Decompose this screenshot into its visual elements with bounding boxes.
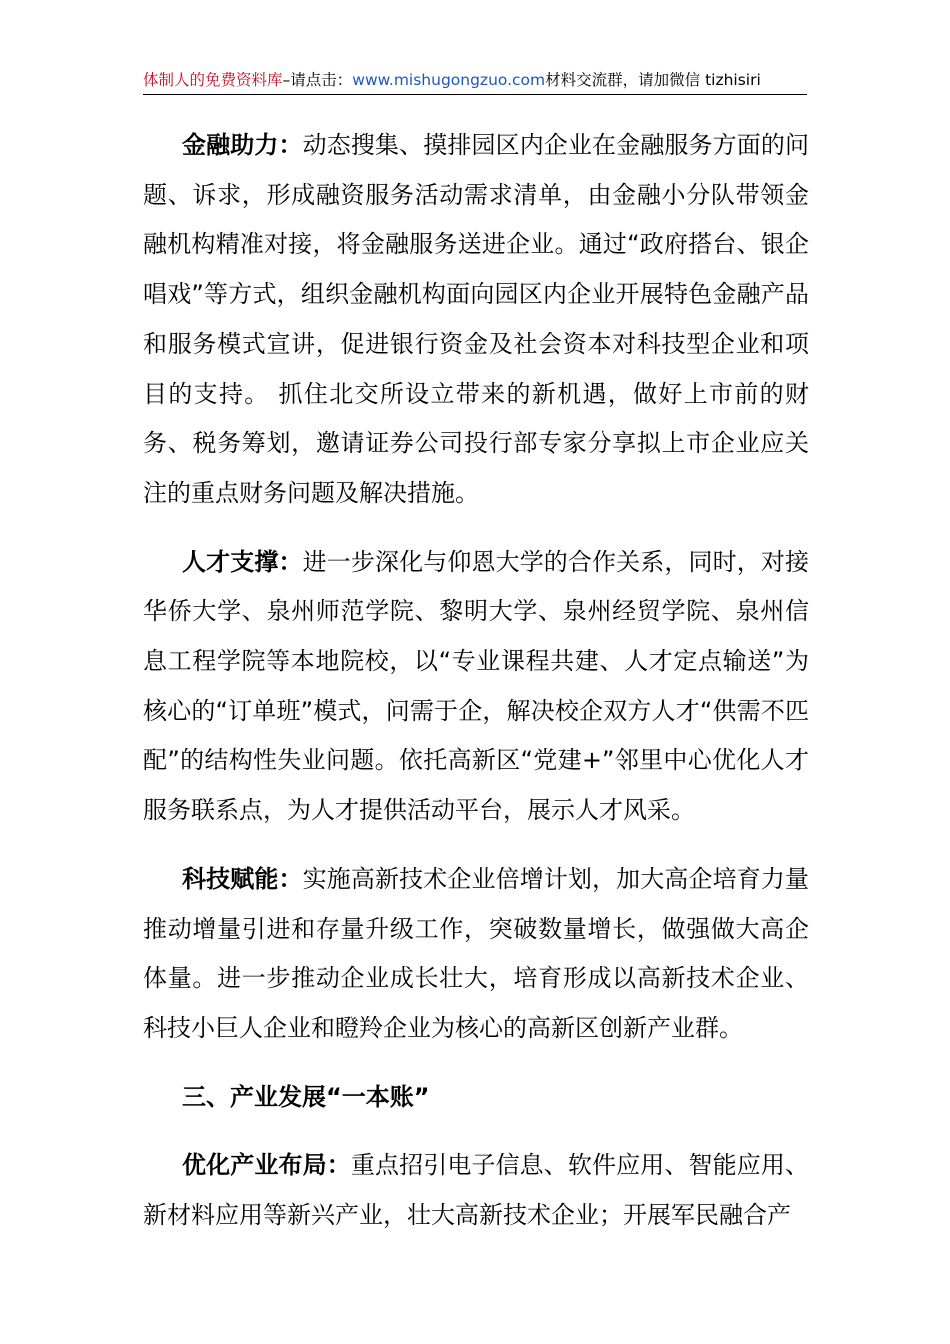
paragraph-technology — [143, 855, 809, 1054]
header-url-link[interactable]: www.mishugongzuo.com — [352, 71, 546, 89]
paragraph-talent — [143, 538, 809, 836]
paragraph-heading: 人才支撑： — [182, 547, 303, 576]
header-prompt: –请点击： — [282, 71, 353, 89]
paragraph-industry-layout — [143, 1141, 809, 1240]
paragraph-heading: 科技赋能： — [182, 864, 303, 893]
header-contact: 材料交流群，请加微信 tizhisiri — [545, 71, 761, 89]
paragraph-text: 重点招引电子信息、软件应用、智能应用、新材料应用等新兴产业，壮大高新技术企业；开展军民融合产 — [143, 1151, 810, 1230]
section-heading: 三、产业发展“一本账” — [182, 1082, 430, 1111]
document-body — [143, 121, 809, 1260]
paragraph-heading: 金融助力： — [182, 131, 303, 159]
page-header — [143, 66, 807, 95]
paragraph-heading: 优化产业布局： — [182, 1151, 351, 1180]
header-brand[interactable]: 体制人的免费资料库 — [143, 71, 283, 89]
paragraph-finance — [143, 121, 809, 519]
paragraph-text: 动态搜集、摸排园区内企业在金融服务方面的问题、诉求，形成融资服务活动需求清单，由金融小分队带领金融机构精准对接，将金融服务送进企业。通过“政府搭台、银企唱戏”等方式，组织金融机构面向园区内企业开展特色金融产品和服务模式宣讲，促进银行资金及社会资本对科技型企业和项目的支持。 抓住北交所设立带来的新机遇，做好上市前的财务、税务筹划，邀请证券公司投行部专家分享拟上市企业应关注的重点财务问题及解决措施。 — [143, 131, 810, 507]
paragraph-text: 实施高新技术企业倍增计划，加大高企培育力量推动增量引进和存量升级工作，突破数量增长，做强做大高企体量。进一步推动企业成长壮大，培育形成以高新技术企业、科技小巨人企业和瞪羚企业为核心的高新区创新产业群。 — [143, 864, 810, 1042]
paragraph-text: 进一步深化与仰恩大学的合作关系，同时，对接华侨大学、泉州师范学院、黎明大学、泉州经贸学院、泉州信息工程学院等本地院校，以“专业课程共建、人才定点输送”为核心的“订单班”模式，问需于企，解决校企双方人才“供需不匹配”的结构性失业问题。依托高新区“党建+”邻里中心优化人才服务联系点，为人才提供活动平台，展示人才风采。 — [143, 547, 810, 825]
